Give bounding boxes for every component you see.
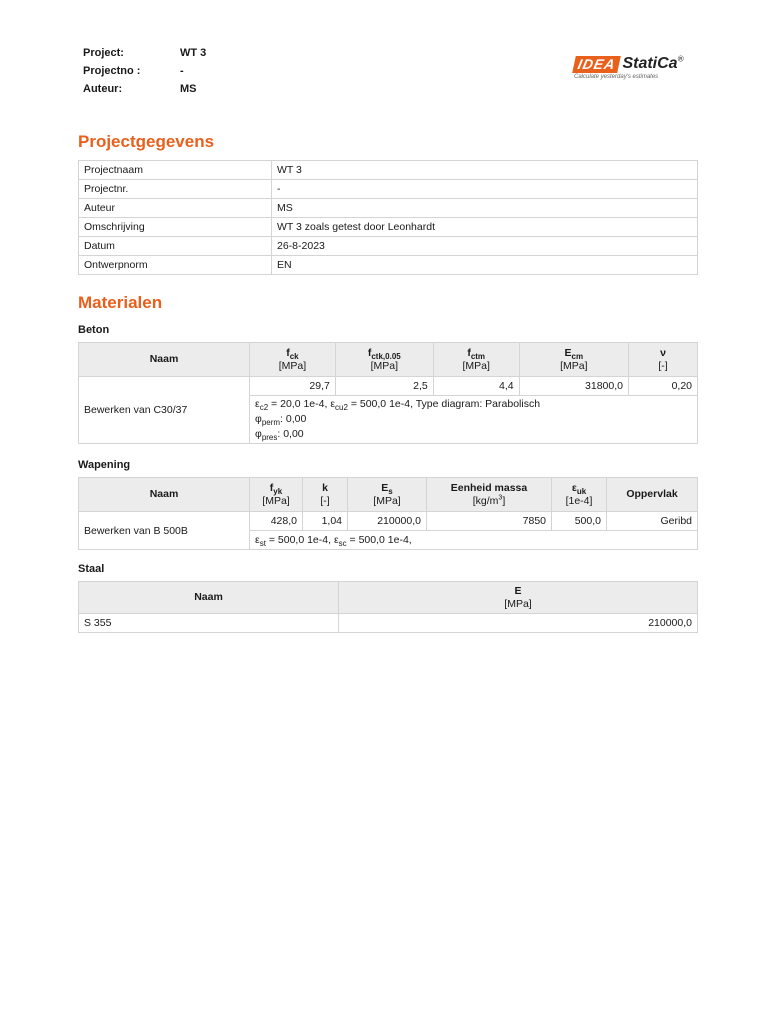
ecm-subscript: cm bbox=[571, 351, 584, 361]
mass-unit-exponent: 3 bbox=[498, 494, 503, 501]
ec2-subscript: c2 bbox=[259, 403, 269, 413]
fctm-subscript: ctm bbox=[470, 351, 486, 361]
concrete-name-cell: Bewerken van C30/37 bbox=[79, 377, 250, 444]
header-projectno-row bbox=[83, 62, 206, 80]
project-info-value: EN bbox=[272, 256, 698, 275]
logo-idea-text: IDEA bbox=[572, 56, 621, 73]
concrete-col-fctk bbox=[335, 343, 433, 377]
concrete-value-row bbox=[79, 377, 698, 396]
nu-symbol: ν bbox=[660, 346, 666, 359]
reinforcement-subtitle: Wapening bbox=[78, 459, 131, 471]
reinforcement-name-cell: Bewerken van B 500B bbox=[79, 512, 250, 550]
fck-subscript: ck bbox=[289, 351, 299, 361]
project-info-value: WT 3 bbox=[272, 161, 698, 180]
reinforcement-col-fyk bbox=[250, 478, 303, 512]
logo-statica-word: StatiCa bbox=[622, 55, 678, 72]
steel-name-cell: S 355 bbox=[79, 614, 339, 633]
ec2-text: = 20,0 1e-4, bbox=[268, 398, 331, 410]
phi-perm-subscript: perm bbox=[261, 418, 281, 428]
esc-subscript: sc bbox=[338, 538, 347, 548]
steel-col-name: Naam bbox=[79, 582, 339, 614]
fck-symbol: f bbox=[286, 346, 290, 359]
mass-unit-close: ] bbox=[502, 494, 506, 507]
es-subscript: s bbox=[388, 486, 393, 496]
concrete-header-row bbox=[79, 343, 698, 377]
concrete-col-name: Naam bbox=[79, 343, 250, 377]
phi-perm-text: : 0,00 bbox=[280, 413, 307, 425]
table-row bbox=[79, 237, 698, 256]
logo-mark bbox=[574, 55, 699, 73]
euk-subscript: uk bbox=[576, 486, 587, 496]
reinforcement-header-row bbox=[79, 478, 698, 512]
project-info-value: - bbox=[272, 180, 698, 199]
ecu2-symbol: ε bbox=[330, 398, 335, 410]
reinforcement-surface-cell: Geribd bbox=[607, 512, 698, 531]
reinforcement-col-mass bbox=[427, 478, 552, 512]
concrete-col-ecm bbox=[519, 343, 628, 377]
report-header bbox=[83, 44, 206, 98]
steel-value-row bbox=[79, 614, 698, 633]
fyk-subscript: yk bbox=[273, 486, 283, 496]
esc-text: = 500,0 1e-4, bbox=[346, 533, 412, 546]
phi-pres-subscript: pres bbox=[261, 433, 278, 443]
concrete-ecm-cell: 31800,0 bbox=[519, 377, 628, 396]
steel-e-symbol: E bbox=[514, 584, 522, 597]
logo-tagline: Calculate yesterday's estimates bbox=[574, 74, 659, 80]
logo-statica-text bbox=[622, 55, 683, 73]
logo-registered-mark: ® bbox=[677, 54, 684, 64]
table-row bbox=[79, 256, 698, 275]
header-projectno-label: Projectno : bbox=[83, 65, 141, 77]
fctm-symbol: f bbox=[467, 346, 471, 359]
header-project-row bbox=[83, 44, 206, 62]
fctk-unit: [MPa] bbox=[370, 359, 399, 372]
fctk-subscript: ctk,0.05 bbox=[371, 351, 401, 361]
project-info-rows bbox=[79, 161, 698, 275]
fctm-unit: [MPa] bbox=[462, 359, 490, 372]
reinforcement-mass-cell: 7850 bbox=[427, 512, 552, 531]
fyk-unit: [MPa] bbox=[262, 494, 290, 507]
reinforcement-col-euk bbox=[552, 478, 607, 512]
header-project-label: Project: bbox=[83, 47, 124, 59]
project-info-key: Omschrijving bbox=[79, 218, 272, 237]
ecm-unit: [MPa] bbox=[560, 359, 588, 372]
concrete-table bbox=[78, 342, 698, 444]
header-project-value: WT 3 bbox=[180, 47, 207, 59]
esc-symbol: ε bbox=[333, 533, 339, 546]
reinforcement-es-cell: 210000,0 bbox=[348, 512, 427, 531]
table-row bbox=[79, 199, 698, 218]
concrete-fctm-cell: 4,4 bbox=[433, 377, 519, 396]
steel-subtitle: Staal bbox=[78, 563, 105, 575]
header-author-row bbox=[83, 80, 206, 98]
ecu2-text: = 500,0 1e-4, Type diagram: Parabolisch bbox=[347, 398, 541, 410]
concrete-fck-cell: 29,7 bbox=[250, 377, 336, 396]
concrete-note-cell bbox=[250, 396, 698, 444]
steel-header-row bbox=[79, 582, 698, 614]
steel-table bbox=[78, 581, 698, 633]
ec2-symbol: ε bbox=[255, 398, 260, 410]
reinforcement-k-cell: 1,04 bbox=[303, 512, 348, 531]
project-info-table bbox=[78, 160, 698, 275]
euk-symbol: ε bbox=[571, 481, 577, 494]
reinforcement-note-cell bbox=[250, 531, 698, 550]
table-row bbox=[79, 180, 698, 199]
project-info-value: WT 3 zoals getest door Leonhardt bbox=[272, 218, 698, 237]
table-row bbox=[79, 161, 698, 180]
project-info-value: 26-8-2023 bbox=[272, 237, 698, 256]
reinforcement-col-k bbox=[303, 478, 348, 512]
concrete-col-fck bbox=[250, 343, 336, 377]
project-info-key: Projectnaam bbox=[79, 161, 272, 180]
est-subscript: st bbox=[259, 538, 266, 548]
project-info-key: Ontwerpnorm bbox=[79, 256, 272, 275]
header-projectno-value: - bbox=[180, 65, 184, 77]
k-symbol: k bbox=[322, 481, 328, 494]
reinforcement-value-row bbox=[79, 512, 698, 531]
concrete-subtitle: Beton bbox=[78, 324, 110, 336]
project-info-key: Auteur bbox=[79, 199, 272, 218]
phi-pres-symbol: φ bbox=[255, 428, 262, 440]
materials-section-title: Materialen bbox=[78, 293, 163, 312]
mass-unit bbox=[473, 495, 506, 507]
concrete-nu-cell: 0,20 bbox=[629, 377, 698, 396]
table-row bbox=[79, 218, 698, 237]
phi-pres-text: : 0,00 bbox=[277, 428, 304, 440]
fctk-symbol: f bbox=[367, 346, 372, 359]
project-info-key: Projectnr. bbox=[79, 180, 272, 199]
reinforcement-fyk-cell: 428,0 bbox=[250, 512, 303, 531]
reinforcement-euk-cell: 500,0 bbox=[552, 512, 607, 531]
ecm-symbol: E bbox=[564, 346, 572, 359]
concrete-fctk-cell: 2,5 bbox=[335, 377, 433, 396]
fck-unit: [MPa] bbox=[278, 359, 307, 372]
steel-e-cell: 210000,0 bbox=[339, 614, 698, 633]
header-author-label: Auteur: bbox=[83, 83, 123, 95]
phi-perm-symbol: φ bbox=[255, 413, 262, 425]
es-symbol: E bbox=[381, 481, 389, 494]
idea-statica-logo bbox=[574, 55, 699, 87]
reinforcement-col-surface: Oppervlak bbox=[607, 478, 698, 512]
concrete-col-fctm bbox=[433, 343, 519, 377]
nu-unit: [-] bbox=[658, 359, 668, 372]
mass-unit-base: [kg/m bbox=[472, 494, 499, 507]
steel-e-unit: [MPa] bbox=[504, 597, 532, 610]
project-info-value: MS bbox=[272, 199, 698, 218]
est-text: = 500,0 1e-4, bbox=[265, 533, 334, 546]
steel-col-e bbox=[339, 582, 698, 614]
fyk-symbol: f bbox=[269, 481, 274, 494]
euk-unit: [1e-4] bbox=[565, 494, 593, 507]
es-unit: [MPa] bbox=[373, 494, 401, 507]
reinforcement-col-es bbox=[348, 478, 427, 512]
reinforcement-table bbox=[78, 477, 698, 550]
ecu2-subscript: cu2 bbox=[335, 403, 348, 413]
project-section-title: Projectgegevens bbox=[78, 132, 215, 151]
concrete-col-nu bbox=[629, 343, 698, 377]
reinforcement-col-name: Naam bbox=[79, 478, 250, 512]
est-symbol: ε bbox=[255, 533, 260, 546]
project-info-key: Datum bbox=[79, 237, 272, 256]
mass-label: Eenheid massa bbox=[450, 481, 528, 494]
k-unit: [-] bbox=[320, 494, 330, 507]
header-author-value: MS bbox=[180, 83, 197, 95]
